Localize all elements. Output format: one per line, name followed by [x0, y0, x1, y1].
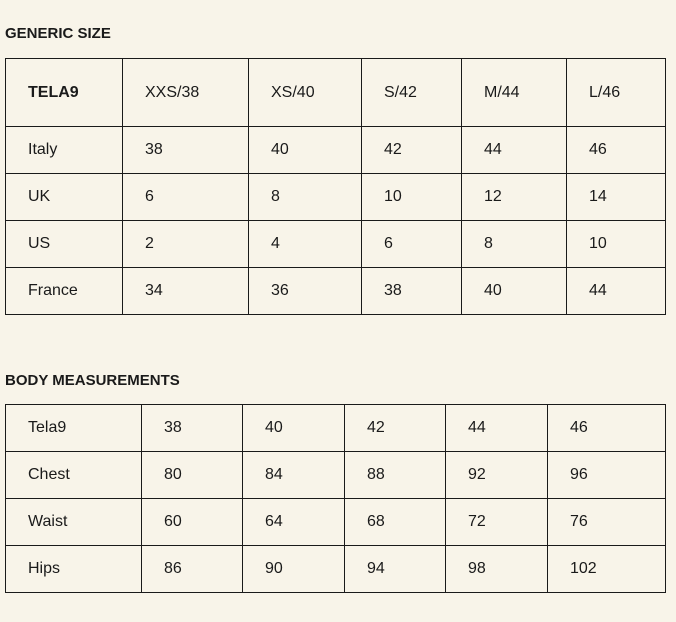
table-cell: 40 — [249, 127, 362, 174]
table-cell: 72 — [446, 499, 548, 546]
table-cell: 44 — [567, 268, 666, 315]
generic-size-table — [5, 58, 666, 315]
table-cell: 38 — [362, 268, 462, 315]
table-cell: 86 — [142, 546, 243, 593]
table-cell: 36 — [249, 268, 362, 315]
table-cell: 92 — [446, 452, 548, 499]
table-cell: 60 — [142, 499, 243, 546]
table-row — [6, 405, 666, 452]
table-cell: 96 — [548, 452, 666, 499]
table-cell: 40 — [243, 405, 345, 452]
table-row — [6, 174, 666, 221]
row-label-cell: France — [6, 268, 123, 315]
table-row — [6, 268, 666, 315]
row-label-cell: Tela9 — [6, 405, 142, 452]
table-row — [6, 499, 666, 546]
row-label-cell: UK — [6, 174, 123, 221]
table-cell: 44 — [446, 405, 548, 452]
header-cell: TELA9 — [6, 59, 123, 127]
table-row — [6, 221, 666, 268]
row-label-cell: Italy — [6, 127, 123, 174]
table-cell: 10 — [567, 221, 666, 268]
generic-size-title: GENERIC SIZE — [5, 25, 111, 42]
table-cell: 6 — [362, 221, 462, 268]
table-cell: 4 — [249, 221, 362, 268]
row-label-cell: Chest — [6, 452, 142, 499]
table-cell: 102 — [548, 546, 666, 593]
table-cell: 8 — [249, 174, 362, 221]
table-cell: 38 — [142, 405, 243, 452]
table-row — [6, 546, 666, 593]
table-cell: 42 — [362, 127, 462, 174]
table-cell: 38 — [123, 127, 249, 174]
table-cell: 98 — [446, 546, 548, 593]
table-cell: 46 — [548, 405, 666, 452]
table-cell: 12 — [462, 174, 567, 221]
table-header-row — [6, 59, 666, 127]
table-cell: 88 — [345, 452, 446, 499]
table-cell: 94 — [345, 546, 446, 593]
table-cell: 64 — [243, 499, 345, 546]
body-measurements-table — [5, 404, 666, 593]
table-cell: 34 — [123, 268, 249, 315]
table-cell: 8 — [462, 221, 567, 268]
table-cell: 40 — [462, 268, 567, 315]
header-cell: XS/40 — [249, 59, 362, 127]
body-measurements-title: BODY MEASUREMENTS — [5, 372, 180, 389]
row-label-cell: Waist — [6, 499, 142, 546]
table-cell: 10 — [362, 174, 462, 221]
table-cell: 68 — [345, 499, 446, 546]
table-row — [6, 452, 666, 499]
table-cell: 84 — [243, 452, 345, 499]
header-cell: S/42 — [362, 59, 462, 127]
row-label-cell: US — [6, 221, 123, 268]
table-cell: 90 — [243, 546, 345, 593]
table-cell: 2 — [123, 221, 249, 268]
table-row — [6, 127, 666, 174]
table-cell: 80 — [142, 452, 243, 499]
table-cell: 76 — [548, 499, 666, 546]
row-label-cell: Hips — [6, 546, 142, 593]
table-cell: 44 — [462, 127, 567, 174]
table-cell: 42 — [345, 405, 446, 452]
header-cell: XXS/38 — [123, 59, 249, 127]
table-cell: 14 — [567, 174, 666, 221]
table-cell: 6 — [123, 174, 249, 221]
header-cell: L/46 — [567, 59, 666, 127]
header-cell: M/44 — [462, 59, 567, 127]
table-cell: 46 — [567, 127, 666, 174]
